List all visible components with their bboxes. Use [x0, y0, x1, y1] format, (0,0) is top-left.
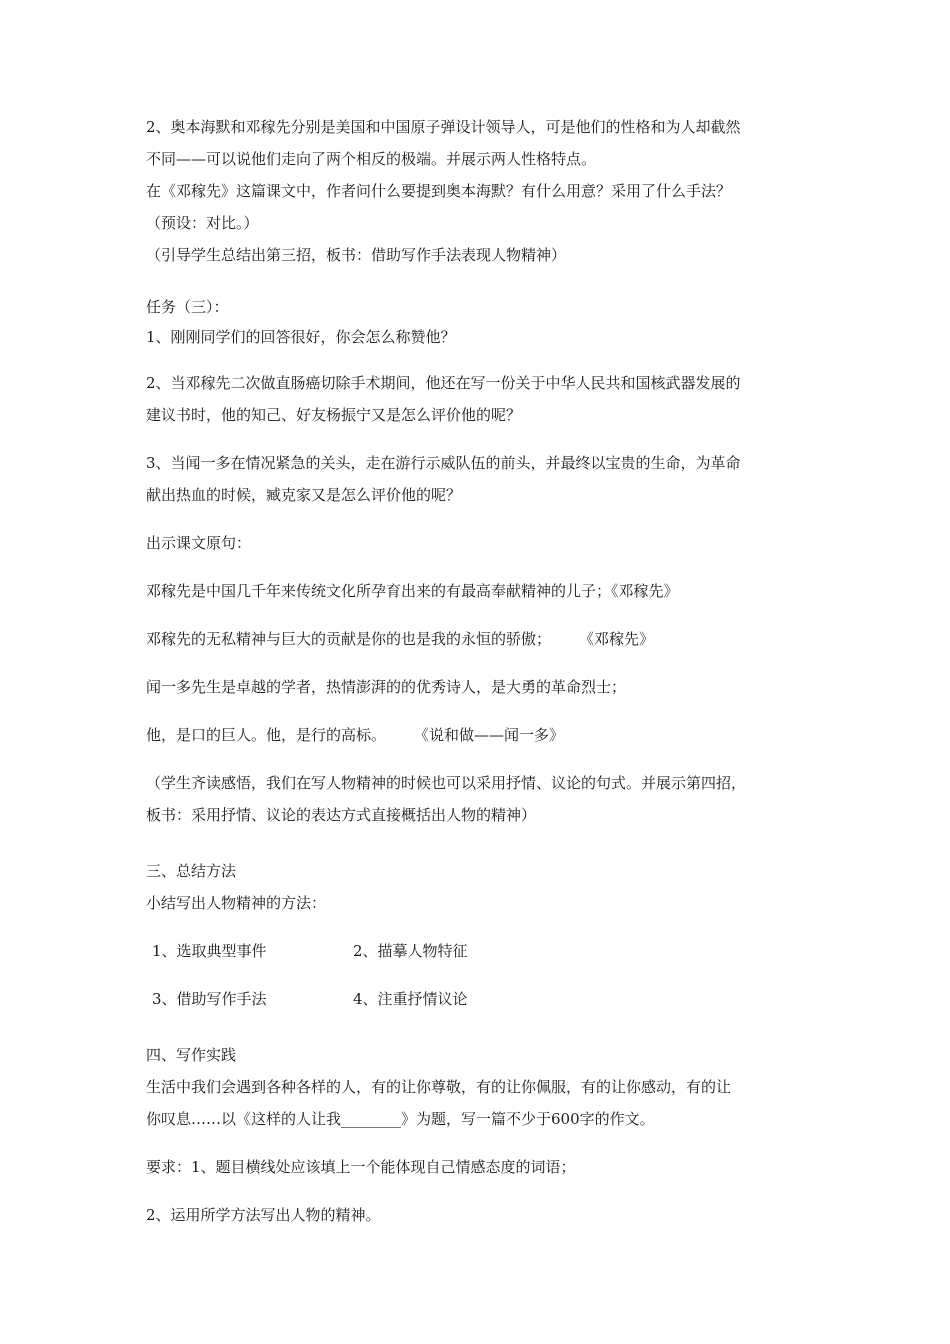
quote-text: 他，是口的巨人。他，是行的高标。	[146, 726, 387, 744]
quote-source: 《邓稼先》	[579, 630, 655, 648]
text-line: 小结写出人物精神的方法：	[146, 894, 327, 912]
text-line: 在《邓稼先》这篇课文中，作者问什么要提到奥本海默？有什么用意？采用了什么手法？	[146, 182, 732, 200]
method-item: 3、借助写作手法	[152, 990, 267, 1008]
quote-text: 邓稼先的无私精神与巨大的贡献是你的也是我的永恒的骄傲；	[146, 630, 552, 648]
quote-line	[146, 629, 654, 649]
text-line: 2、运用所学方法写出人物的精神。	[146, 1206, 381, 1224]
text-line: 献出热血的时候，臧克家又是怎么评价他的呢？	[146, 486, 462, 504]
text-line: 要求：1、题目横线处应该填上一个能体现自己情感态度的词语；	[146, 1158, 576, 1176]
text-line: 生活中我们会遇到各种各样的人，有的让你尊敬，有的让你佩服，有的让你感动，有的让	[146, 1078, 732, 1096]
section-heading: 任务（三）：	[146, 298, 229, 316]
text-line: 建议书时，他的知己、好友杨振宁又是怎么评价他的呢？	[146, 406, 522, 424]
method-item: 1、选取典型事件	[152, 942, 267, 960]
section-heading: 三、总结方法	[146, 862, 237, 880]
text-line: 2、当邓稼先二次做直肠癌切除手术期间，他还在写一份关于中华人民共和国核武器发展的	[146, 374, 741, 392]
text-line: 出示课文原句：	[146, 534, 252, 552]
section-heading: 四、写作实践	[146, 1046, 237, 1064]
quote-source: 《说和做——闻一多》	[414, 726, 565, 744]
quote-line: 邓稼先是中国几千年来传统文化所孕育出来的有最高奉献精神的儿子；《邓稼先》	[146, 582, 679, 600]
text-line: （学生齐读感悟，我们在写人物精神的时候也可以采用抒情、议论的句式。并展示第四招，	[146, 774, 747, 792]
text-line: 板书：采用抒情、议论的表达方式直接概括出人物的精神）	[146, 806, 537, 824]
text-line: （预设：对比。）	[146, 214, 259, 232]
text-line: （引导学生总结出第三招，板书：借助写作手法表现人物精神）	[146, 246, 567, 264]
method-item: 4、注重抒情议论	[353, 990, 468, 1008]
text-line: 不同——可以说他们走向了两个相反的极端。并展示两人性格特点。	[146, 150, 597, 168]
quote-line	[146, 725, 564, 745]
text-line: 1、刚刚同学们的回答很好，你会怎么称赞他？	[146, 328, 456, 346]
text-line: 你叹息……以《这样的人让我________》为题，写一篇不少于600字的作文。	[146, 1110, 655, 1128]
text-line: 3、当闻一多在情况紧急的关头，走在游行示威队伍的前头，并最终以宝贵的生命，为革命	[146, 454, 741, 472]
quote-line: 闻一多先生是卓越的学者，热情澎湃的的优秀诗人，是大勇的革命烈士；	[146, 678, 627, 696]
text-line: 2、奥本海默和邓稼先分别是美国和中国原子弹设计领导人，可是他们的性格和为人却截然	[146, 118, 741, 136]
method-item: 2、描摹人物特征	[353, 942, 468, 960]
